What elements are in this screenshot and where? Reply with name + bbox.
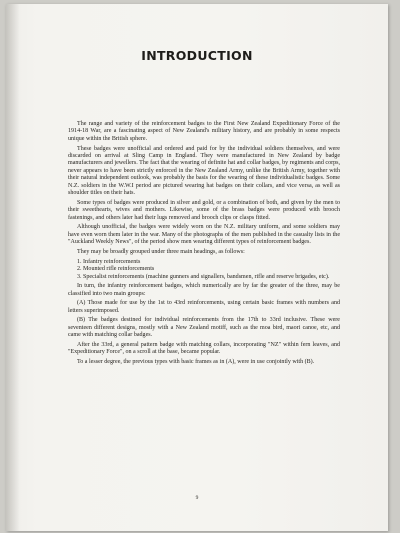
page-title: INTRODUCTION <box>141 48 253 63</box>
paragraph: (A) Those made for use by the 1st to 43rd reinforcements, using certain basic frames with numbers and letters superimposed. <box>68 300 340 314</box>
paragraph: In turn, the infantry reinforcement badges, which numerically are by far the greater of the three, may be classified into two main groups: <box>68 283 340 297</box>
paragraph: They may be broadly grouped under three main headings, as follows: <box>77 249 245 255</box>
body-text <box>68 121 340 369</box>
page-fold-shadow <box>6 4 20 531</box>
paragraph: After the 33rd, a general pattern badge with matching collars, incorporating "NZ" within fern leaves, and "Expeditionary Force", on a scroll at the base, became popular. <box>68 341 340 356</box>
book-page <box>6 4 388 531</box>
paragraph: Some types of badges were produced in silver and gold, or a combination of both, and given by the men to their sweethearts, wives and mothers. Likewise, some of the brass badges were produced with brooch fastenings, and others later had their lugs removed and brooch clips or clasps fitted. <box>68 199 340 221</box>
page-number: 9 <box>195 495 199 501</box>
paragraph: These badges were unofficial and ordered and paid for by the individual soldiers themselves, and were discarded on arrival at Sling Camp in England. They were manufactured in New Zealand by badge manufacturers and jewellers. The fact that the wearing of definite hat and collar badges, by regiments and corps, never appears to have been strictly enforced in the New Zealand Army, unlike the British Army, together with their natural independent outlook, was probably the basis for the wearing of these individualistic badges. Some N.Z. soldiers in the W.W.I period are pictured wearing hat badges on their collars, and vice versa, as well as shoulder titles on their hats. <box>68 145 340 197</box>
paragraph: The range and variety of the reinforcement badges to the First New Zealand Expeditionary Force of the 1914-18 War, are a fascinating aspect of New Zealand's military history, and are probably in some respects unique within the British sphere. <box>68 121 340 142</box>
list-item: 3. Specialist reinforcements (machine gunners and signallers, bandsmen, rifle and reserve brigades, etc). <box>77 273 330 280</box>
paragraph: To a lesser degree, the previous types with basic frames as in (A), were in use conjointly with (B). <box>77 359 315 366</box>
paragraph: Although unofficial, the badges were widely worn on the N.Z. military uniform, and some soldiers may have even worn them later in the war. Many of the photographs of the men published in the casualty lists in the "Auckland Weekly News", of the period show men wearing different types of reinforcement badges. <box>68 224 340 246</box>
reinforcement-categories-list <box>68 259 340 281</box>
list-item: 2. Mounted rifle reinforcements <box>77 266 155 273</box>
paragraph: (B) The badges destined for individual reinforcements from the 17th to 33rd inclusive. These were seventeen different designs, mostly with a New Zealand motiff, such as the moa bird, maori canoe, etc, and came with matching collar badges. <box>68 317 340 339</box>
list-item: 1. Infantry reinforcements <box>77 258 141 265</box>
